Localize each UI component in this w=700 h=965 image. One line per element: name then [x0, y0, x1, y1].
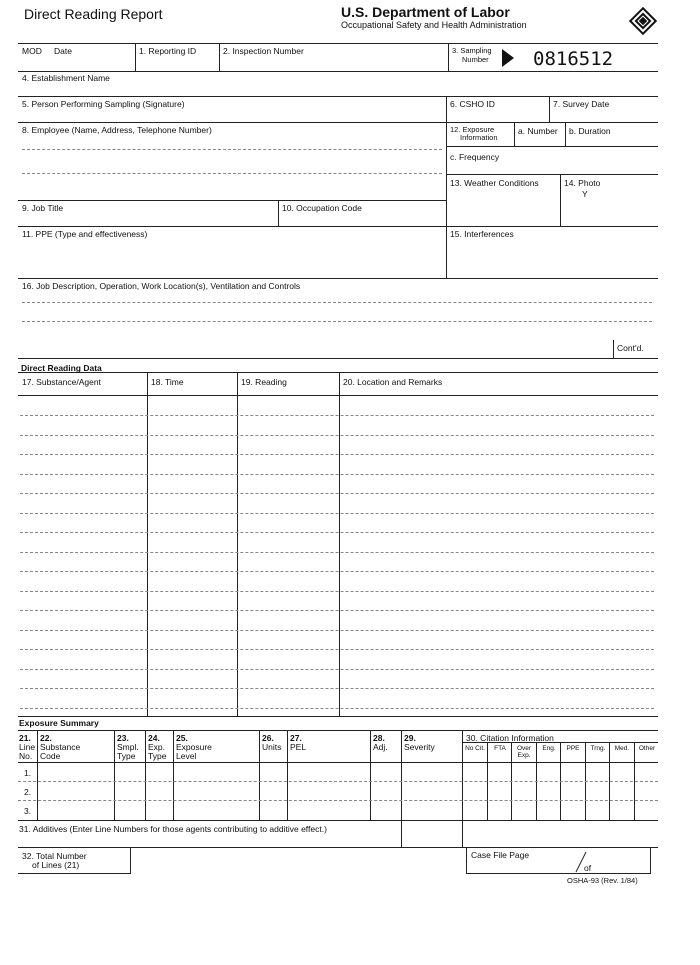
citation-col-header: Over Exp.	[516, 745, 532, 759]
citation-col-header: No Cit.	[465, 745, 485, 752]
summary-row-1[interactable]	[38, 763, 658, 780]
total-lines-label-2: of Lines (21)	[32, 860, 80, 870]
a-number-field[interactable]	[515, 135, 564, 145]
photo-label: 14. Photo	[564, 178, 601, 188]
employee-field[interactable]	[19, 136, 444, 198]
occupation-code-field[interactable]	[279, 213, 445, 225]
interferences-field[interactable]	[447, 240, 657, 276]
adj-header: Adj.	[373, 742, 388, 752]
sampling-number-label: 3. Sampling	[452, 46, 492, 55]
line-no-num: 21.	[19, 733, 31, 743]
summary-row-1-label: 1.	[24, 768, 32, 778]
ppe-label: 11. PPE (Type and effectiveness)	[22, 229, 148, 239]
col-time-header: 18. Time	[151, 377, 184, 387]
person-sampling-label: 5. Person Performing Sampling (Signature)	[22, 99, 185, 109]
dol-logo-icon	[628, 6, 658, 36]
person-sampling-field[interactable]	[19, 109, 444, 121]
c-frequency-field[interactable]	[447, 162, 657, 172]
exposure-level-num: 25.	[176, 733, 188, 743]
survey-date-label: 7. Survey Date	[553, 99, 610, 109]
citation-col-header: Med.	[614, 745, 630, 752]
photo-y-checkbox[interactable]: Y	[582, 189, 588, 199]
pel-header: PEL	[290, 742, 307, 752]
summary-row-2-label: 2.	[24, 787, 32, 797]
citation-info-header: 30. Citation Information	[466, 733, 554, 743]
citation-col-header: FTA	[494, 745, 506, 752]
exp-type-header-2: Type	[148, 751, 167, 761]
establishment-label: 4. Establishment Name	[22, 73, 110, 83]
units-num: 26.	[262, 733, 274, 743]
additives-label: 31. Additives (Enter Line Numbers for those agents contributing to additive effect.)	[19, 824, 327, 834]
job-description-field[interactable]	[19, 292, 657, 356]
occupation-code-label: 10. Occupation Code	[282, 203, 362, 213]
exposure-level-header-2: Level	[176, 751, 197, 761]
citation-col-header: Eng.	[542, 745, 556, 752]
arrow-right-icon	[502, 49, 514, 67]
additives-field[interactable]	[19, 834, 399, 846]
severity-num: 29.	[404, 733, 416, 743]
exp-type-header: Exp.	[148, 742, 166, 752]
citation-col-header: Other	[638, 745, 656, 752]
direct-reading-title: Direct Reading Data	[21, 363, 102, 373]
reporting-id-field[interactable]	[136, 56, 218, 70]
col-location-header: 20. Location and Remarks	[343, 377, 443, 387]
exposure-level-header: Exposure	[176, 742, 212, 752]
establishment-field[interactable]	[19, 83, 657, 95]
case-file-page-label: Case File Page	[471, 850, 530, 860]
contd-label: Cont'd.	[617, 343, 644, 353]
form-title: Direct Reading Report	[24, 6, 163, 22]
agency-name: U.S. Department of Labor	[341, 4, 510, 20]
sampling-number-label-2: Number	[462, 55, 489, 64]
citation-col-header: PPE	[566, 745, 580, 752]
inspection-number-field[interactable]	[220, 56, 447, 70]
date-label: Date	[54, 46, 72, 56]
substance-code-header: Substance	[40, 742, 81, 752]
line-no-header-2: No.	[19, 751, 33, 761]
smpl-type-num: 23.	[117, 733, 129, 743]
summary-row-3[interactable]	[38, 801, 658, 819]
reporting-id-label: 1. Reporting ID	[139, 46, 197, 56]
smpl-type-header-2: Type	[117, 751, 136, 761]
total-lines-field[interactable]	[92, 849, 128, 871]
citation-col-header: Trng.	[590, 745, 606, 752]
total-lines-label: 32. Total Number	[22, 851, 87, 861]
b-duration-label: b. Duration	[569, 126, 611, 136]
ppe-field[interactable]	[19, 240, 444, 276]
col-substance-header: 17. Substance/Agent	[22, 377, 101, 387]
exposure-info-label-2: Information	[460, 133, 498, 142]
a-number-label: a. Number	[518, 126, 558, 136]
csho-id-label: 6. CSHO ID	[450, 99, 495, 109]
b-duration-field[interactable]	[566, 135, 657, 145]
pel-num: 27.	[290, 733, 302, 743]
inspection-number-label: 2. Inspection Number	[223, 46, 304, 56]
severity-header: Severity	[404, 742, 435, 752]
weather-field[interactable]	[447, 188, 559, 225]
col-reading-header: 19. Reading	[241, 377, 287, 387]
weather-label: 13. Weather Conditions	[450, 178, 539, 188]
direct-reading-entry-area[interactable]	[19, 396, 657, 715]
csho-id-field[interactable]	[447, 109, 547, 121]
job-description-label: 16. Job Description, Operation, Work Location(s), Ventilation and Controls	[22, 281, 301, 291]
exposure-info-label: 12. Exposure	[450, 125, 495, 134]
summary-row-3-label: 3.	[24, 806, 32, 816]
sampling-number-value: 0816512	[533, 48, 614, 70]
smpl-type-header: Smpl.	[117, 742, 139, 752]
mod-date-field[interactable]	[19, 56, 134, 70]
form-number: OSHA-93 (Rev. 1/84)	[567, 876, 638, 885]
of-label: of	[584, 863, 592, 873]
line-no-header: Line	[19, 742, 36, 752]
c-frequency-label: c. Frequency	[450, 152, 500, 162]
exp-type-num: 24.	[148, 733, 160, 743]
summary-row-2[interactable]	[38, 782, 658, 799]
substance-code-num: 22.	[40, 733, 52, 743]
interferences-label: 15. Interferences	[450, 229, 514, 239]
exposure-summary-title: Exposure Summary	[19, 718, 99, 728]
adj-num: 28.	[373, 733, 385, 743]
job-title-label: 9. Job Title	[22, 203, 64, 213]
job-title-field[interactable]	[19, 213, 277, 225]
survey-date-field[interactable]	[550, 109, 657, 121]
employee-label: 8. Employee (Name, Address, Telephone Number)	[22, 125, 212, 135]
mod-label: MOD	[22, 46, 42, 56]
units-header: Units	[262, 742, 282, 752]
sub-agency-name: Occupational Safety and Health Administration	[341, 20, 527, 30]
substance-code-header-2: Code	[40, 751, 61, 761]
